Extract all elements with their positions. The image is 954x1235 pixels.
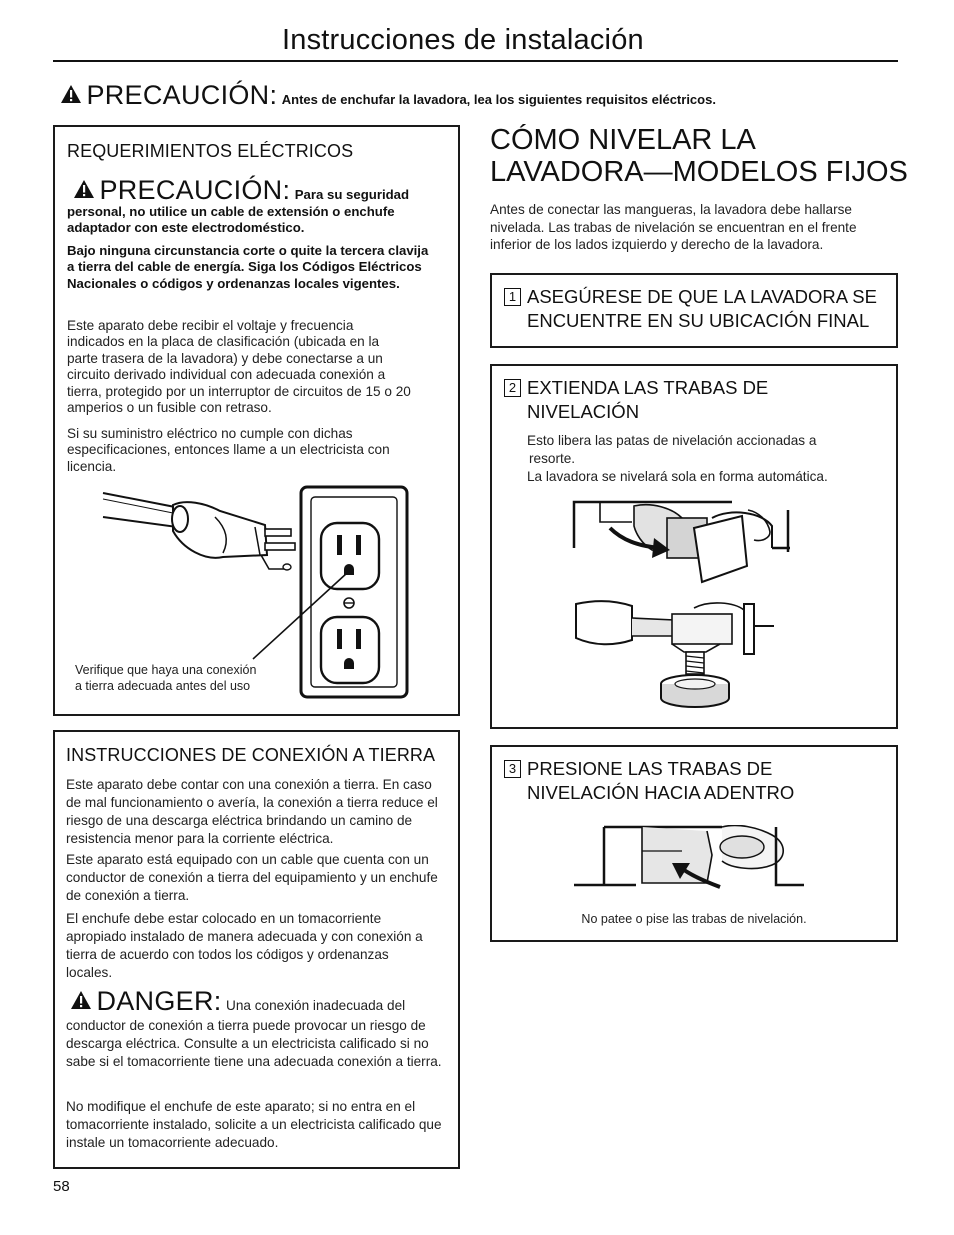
leveling-lock-extend-illustration bbox=[572, 498, 792, 590]
caution-text-inline: Para su seguridad bbox=[294, 187, 410, 202]
supply-paragraph: Si su suministro eléctrico no cumple con dichas especificaciones, entonces llame a un electricista con licencia. bbox=[67, 426, 390, 474]
caution-text: Antes de enchufar la lavadora, lea los siguientes requisitos eléctricos. bbox=[281, 92, 716, 107]
step-1-title bbox=[527, 285, 897, 333]
step-2-number: 2 bbox=[504, 379, 521, 397]
warning-triangle-icon bbox=[73, 179, 95, 199]
step-2-text-line1: Esto libera las patas de nivelación accionadas a bbox=[527, 433, 817, 448]
page-title: Instrucciones de instalación bbox=[282, 24, 644, 56]
warning-triangle-icon bbox=[70, 990, 92, 1010]
ground-prong-warning: Bajo ninguna circunstancia corte o quite la tercera clavija a tierra del cable de energía. Siga los Códigos Eléctricos Nacionales o códigos y ordenanzas locales vigentes. bbox=[67, 243, 429, 291]
grounding-heading: INSTRUCCIONES DE CONEXIÓN A TIERRA bbox=[66, 745, 436, 765]
electrical-requirements-box bbox=[53, 125, 460, 716]
caution-label: PRECAUCIÓN: bbox=[86, 80, 278, 110]
page-number: 58 bbox=[53, 1178, 70, 1195]
grounding-paragraph-1: Este aparato debe contar con una conexión a tierra. En caso de mal funcionamiento o avería, la conexión a tierra reduce el riesgo de una descarga eléctrica brindando un camino de resistencia menor para la corriente eléctrica. bbox=[66, 777, 438, 846]
top-caution-notice bbox=[60, 80, 716, 111]
step-3-title-line2: NIVELACIÓN HACIA ADENTRO bbox=[527, 782, 795, 803]
step-3-caption: No patee o pise las trabas de nivelación. bbox=[581, 912, 807, 926]
step-3-box bbox=[490, 745, 898, 942]
step-3-title-line1: PRESIONE LAS TRABAS DE bbox=[527, 758, 773, 779]
step-1-title-line2: ENCUENTRE EN SU UBICACIÓN FINAL bbox=[527, 310, 870, 331]
step-1-number: 1 bbox=[504, 288, 521, 306]
plug-caption-line1: Verifique que haya una conexión bbox=[75, 663, 257, 677]
title-divider bbox=[53, 60, 898, 62]
warning-triangle-icon bbox=[60, 84, 82, 104]
grounding-instructions-box bbox=[53, 730, 460, 1169]
leveling-title bbox=[490, 124, 910, 188]
step-2-title bbox=[527, 376, 887, 424]
electrical-caution bbox=[67, 175, 447, 237]
electrical-heading: REQUERIMIENTOS ELÉCTRICOS bbox=[67, 141, 354, 161]
grounding-paragraph-4: No modifique el enchufe de este aparato; si no entra en el tomacorriente instalado, solicite a un electricista calificado que instale un tomacorriente adecuado. bbox=[66, 1099, 442, 1150]
leveling-title-line2: LAVADORA—MODELOS FIJOS bbox=[490, 156, 908, 188]
leveling-leg-illustration bbox=[574, 598, 784, 716]
step-3-number: 3 bbox=[504, 760, 521, 778]
danger-text-inline: Una conexión inadecuada del bbox=[226, 998, 406, 1013]
step-2-title-line1: EXTIENDA LAS TRABAS DE bbox=[527, 377, 769, 398]
voltage-paragraph: Este aparato debe recibir el voltaje y frecuencia indicados en la placa de clasificación (ubicada en la parte trasera de la lavadora) y debe conectarse a un circuito derivado individual con adecuada conexión a tierra, protegido por un interruptor de circuitos de 15 o 20 amperios o un fusible con retraso. bbox=[67, 318, 411, 416]
step-2-title-line2: NIVELACIÓN bbox=[527, 401, 640, 422]
step-1-box bbox=[490, 273, 898, 348]
step-2-box bbox=[490, 364, 898, 729]
plug-caption-line2: a tierra adecuada antes del uso bbox=[75, 679, 251, 693]
grounding-paragraph-3: El enchufe debe estar colocado en un tomacorriente apropiado instalado de manera adecuada y con conexión a tierra de acuerdo con todos los códigos y ordenanzas locales. bbox=[66, 911, 423, 980]
caution-label: PRECAUCIÓN: bbox=[99, 175, 291, 205]
step-2-text bbox=[527, 432, 892, 486]
step-2-text-line3: La lavadora se nivelará sola en forma automática. bbox=[527, 469, 828, 484]
step-1-title-line1: ASEGÚRESE DE QUE LA LAVADORA SE bbox=[527, 286, 877, 307]
danger-text-rest: conductor de conexión a tierra puede provocar un riesgo de descarga eléctrica. Consulte a un electricista calificado si no sabe si el tomacorriente tiene una adecuada conexión a tierra. bbox=[66, 1018, 442, 1069]
danger-label: DANGER: bbox=[96, 986, 222, 1016]
step-3-title bbox=[527, 757, 887, 805]
leveling-title-line1: CÓMO NIVELAR LA bbox=[490, 124, 756, 156]
leveling-intro: Antes de conectar las mangueras, la lavadora debe hallarse nivelada. Las trabas de nivelación se encuentran en el frente inferior de los lados izquierdo y derecho de la lavadora. bbox=[490, 202, 857, 252]
step-2-text-line2: resorte. bbox=[529, 451, 576, 466]
grounding-paragraph-2: Este aparato está equipado con un cable que cuenta con un conductor de conexión a tierra del equipamiento y un enchufe de conexión a tierra. bbox=[66, 852, 438, 903]
caution-text-rest: personal, no utilice un cable de extensión o enchufe adaptador con este electrodoméstico. bbox=[67, 204, 395, 236]
leveling-lock-push-illustration bbox=[572, 825, 808, 893]
danger-notice bbox=[66, 986, 450, 1071]
